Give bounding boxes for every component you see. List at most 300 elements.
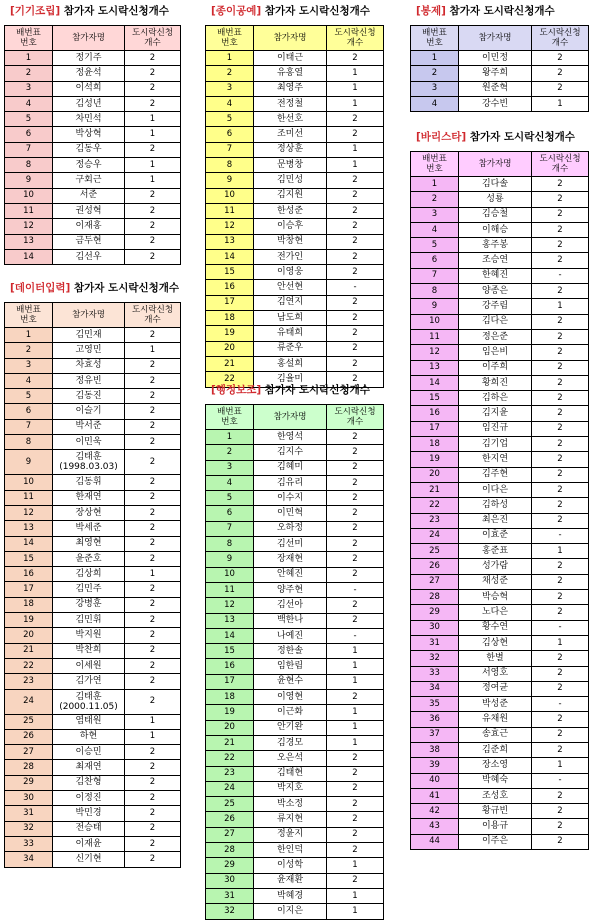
- row-number: 14: [5, 536, 53, 551]
- row-number: 21: [411, 482, 459, 497]
- participant-name: 김찬형: [53, 775, 125, 790]
- table-header-row: [5, 303, 181, 328]
- row-number: 6: [5, 127, 53, 142]
- participant-name: 최재연: [53, 760, 125, 775]
- participant-name: 박지원: [53, 628, 125, 643]
- participant-name: 고영민: [53, 343, 125, 358]
- row-number: 28: [5, 760, 53, 775]
- table-row: [411, 81, 589, 96]
- participant-name: 유홍열: [254, 66, 327, 81]
- participant-name: 김기업: [459, 437, 532, 452]
- table-row: [5, 249, 181, 264]
- lunch-count: 2: [327, 112, 384, 127]
- participant-name: 이민욱: [53, 435, 125, 450]
- participant-name: 하현: [53, 729, 125, 744]
- participant-name: 김지수: [254, 445, 327, 460]
- lunch-count: 2: [125, 597, 181, 612]
- lunch-count: 2: [327, 295, 384, 310]
- table-row: [5, 219, 181, 234]
- participant-name: 임은비: [459, 345, 532, 360]
- lunch-count: -: [327, 280, 384, 295]
- row-number: 22: [206, 751, 254, 766]
- participant-name: 김민성: [254, 173, 327, 188]
- participant-name: 정윤석: [53, 66, 125, 81]
- row-number: 11: [206, 203, 254, 218]
- lunch-count: 2: [125, 188, 181, 203]
- row-number: 1: [5, 328, 53, 343]
- participant-name: 신기현: [53, 852, 125, 867]
- lunch-count: 2: [327, 521, 384, 536]
- table-row: [206, 475, 384, 490]
- row-number: 29: [5, 775, 53, 790]
- row-number: 19: [206, 705, 254, 720]
- participant-name: 백한나: [254, 613, 327, 628]
- lunch-count: 2: [125, 658, 181, 673]
- row-number: 4: [411, 96, 459, 111]
- participant-name: 문병창: [254, 158, 327, 173]
- lunch-count: 2: [125, 373, 181, 388]
- participant-name: 류준우: [254, 341, 327, 356]
- table-row: [206, 644, 384, 659]
- table-row: [411, 345, 589, 360]
- col-header-name: 참가자명: [459, 26, 532, 51]
- table-row: [5, 613, 181, 628]
- participant-name: 정승우: [53, 158, 125, 173]
- section-title-text: 참가자 도시락신청개수: [60, 5, 169, 17]
- lunch-count: 2: [327, 326, 384, 341]
- row-number: 28: [411, 590, 459, 605]
- row-number: 10: [206, 188, 254, 203]
- participant-name: 이슬기: [53, 404, 125, 419]
- row-number: 2: [411, 192, 459, 207]
- participant-table: [4, 302, 181, 868]
- row-number: 17: [206, 295, 254, 310]
- row-number: 20: [411, 467, 459, 482]
- lunch-count: 2: [532, 284, 589, 299]
- row-number: 1: [5, 51, 53, 66]
- table-row: [411, 329, 589, 344]
- lunch-count: 2: [327, 341, 384, 356]
- participant-name: 양종은: [459, 284, 532, 299]
- table-row: [411, 635, 589, 650]
- section-title: [211, 383, 370, 397]
- table-row: [206, 567, 384, 582]
- row-number: 29: [206, 858, 254, 873]
- lunch-count: 2: [532, 788, 589, 803]
- row-number: 7: [5, 142, 53, 157]
- participant-name: 박지호: [254, 781, 327, 796]
- row-number: 4: [5, 373, 53, 388]
- row-number: 12: [206, 598, 254, 613]
- lunch-count: 2: [327, 598, 384, 613]
- row-number: 7: [206, 521, 254, 536]
- participant-name: 한성준: [254, 203, 327, 218]
- table-row: [5, 435, 181, 450]
- table-row: [5, 658, 181, 673]
- table-header-row: [411, 26, 589, 51]
- lunch-count: 2: [125, 51, 181, 66]
- table-row: [206, 735, 384, 750]
- participant-name: 황수연: [459, 620, 532, 635]
- lunch-count: 2: [327, 188, 384, 203]
- lunch-count: 2: [327, 51, 384, 66]
- participant-name: 김혜미: [254, 460, 327, 475]
- section-tag: [기기조립]: [10, 5, 61, 17]
- table-row: [206, 873, 384, 888]
- table-row: [206, 127, 384, 142]
- table-row: [5, 96, 181, 111]
- lunch-count: 1: [327, 66, 384, 81]
- table-row: [5, 66, 181, 81]
- lunch-count: 2: [532, 177, 589, 192]
- row-number: 18: [5, 597, 53, 612]
- row-number: 31: [5, 806, 53, 821]
- lunch-count: 2: [327, 491, 384, 506]
- lunch-count: 2: [327, 249, 384, 264]
- lunch-count: 2: [125, 505, 181, 520]
- participant-table: [4, 25, 181, 265]
- row-number: 9: [5, 450, 53, 475]
- lunch-count: 2: [125, 628, 181, 643]
- table-row: [5, 836, 181, 851]
- table-row: [411, 681, 589, 696]
- lunch-count: -: [532, 268, 589, 283]
- table-row: [5, 567, 181, 582]
- participant-name: 이영현: [254, 690, 327, 705]
- row-number: 3: [206, 460, 254, 475]
- table-row: [5, 821, 181, 836]
- row-number: 25: [206, 797, 254, 812]
- table-row: [206, 203, 384, 218]
- row-number: 20: [5, 628, 53, 643]
- lunch-count: 2: [532, 452, 589, 467]
- table-row: [5, 475, 181, 490]
- row-number: 9: [411, 299, 459, 314]
- table-row: [5, 597, 181, 612]
- table-row: [411, 360, 589, 375]
- lunch-count: 1: [327, 888, 384, 903]
- table-row: [5, 674, 181, 689]
- table-row: [5, 536, 181, 551]
- lunch-count: 1: [327, 720, 384, 735]
- row-number: 42: [411, 804, 459, 819]
- table-row: [411, 391, 589, 406]
- row-number: 14: [411, 375, 459, 390]
- lunch-count: 2: [532, 375, 589, 390]
- table-row: [206, 430, 384, 445]
- participant-name: 장재현: [254, 552, 327, 567]
- participant-name: 김선아: [254, 598, 327, 613]
- table-row: [411, 590, 589, 605]
- participant-table: [410, 151, 589, 850]
- participant-name: 김다은: [459, 314, 532, 329]
- row-number: 13: [5, 521, 53, 536]
- lunch-count: 2: [327, 781, 384, 796]
- row-number: 8: [5, 435, 53, 450]
- row-number: 41: [411, 788, 459, 803]
- lunch-count: 2: [532, 712, 589, 727]
- table-row: [206, 158, 384, 173]
- lunch-count: 1: [327, 858, 384, 873]
- lunch-count: 2: [532, 467, 589, 482]
- participant-name: 김가연: [53, 674, 125, 689]
- section-title: [416, 130, 575, 144]
- participant-name: 유채원: [459, 712, 532, 727]
- participant-name: 장소영: [459, 758, 532, 773]
- table-row: [411, 620, 589, 635]
- row-number: 16: [5, 567, 53, 582]
- lunch-count: 1: [532, 544, 589, 559]
- lunch-count: 2: [125, 775, 181, 790]
- table-row: [206, 766, 384, 781]
- lunch-count: 2: [125, 81, 181, 96]
- table-row: [206, 613, 384, 628]
- lunch-count: 2: [327, 766, 384, 781]
- lunch-count: 2: [125, 475, 181, 490]
- col-header-lunch-count: 도시락신청 개수: [327, 26, 384, 51]
- lunch-count: 2: [327, 173, 384, 188]
- participant-name: 권성혁: [53, 203, 125, 218]
- table-row: [5, 389, 181, 404]
- lunch-count: 2: [327, 265, 384, 280]
- lunch-count: 2: [125, 821, 181, 836]
- participant-name: 김상현: [459, 635, 532, 650]
- lunch-count: 2: [327, 445, 384, 460]
- lunch-count: 1: [125, 112, 181, 127]
- table-row: [411, 284, 589, 299]
- table-row: [206, 234, 384, 249]
- participant-name: 이재홍: [53, 219, 125, 234]
- row-number: 28: [206, 843, 254, 858]
- table-row: [411, 819, 589, 834]
- row-number: 11: [5, 203, 53, 218]
- row-number: 44: [411, 834, 459, 849]
- row-number: 9: [206, 552, 254, 567]
- participant-name: 정여균: [459, 681, 532, 696]
- row-number: 4: [5, 96, 53, 111]
- table-row: [411, 482, 589, 497]
- row-number: 23: [5, 674, 53, 689]
- participant-name: 이정진: [53, 791, 125, 806]
- col-header-lunch-count: 도시락신청 개수: [532, 26, 589, 51]
- table-row: [411, 712, 589, 727]
- participant-name: 김민주: [53, 582, 125, 597]
- table-row: [206, 173, 384, 188]
- table-row: [5, 551, 181, 566]
- row-number: 9: [206, 173, 254, 188]
- table-row: [411, 544, 589, 559]
- lunch-count: 2: [125, 234, 181, 249]
- participant-name: 박승혁: [459, 590, 532, 605]
- table-row: [411, 834, 589, 849]
- lunch-count: 2: [327, 567, 384, 582]
- row-number: 27: [411, 574, 459, 589]
- lunch-count: 2: [532, 51, 589, 66]
- row-number: 11: [5, 490, 53, 505]
- row-number: 32: [411, 651, 459, 666]
- table-row: [5, 643, 181, 658]
- table-row: [206, 81, 384, 96]
- participant-name: 김상희: [53, 567, 125, 582]
- lunch-count: 2: [327, 797, 384, 812]
- table-row: [5, 142, 181, 157]
- section-tag: [데이터입력]: [10, 282, 71, 294]
- row-number: 3: [411, 207, 459, 222]
- lunch-count: 1: [125, 158, 181, 173]
- row-number: 25: [411, 544, 459, 559]
- row-number: 2: [206, 66, 254, 81]
- row-number: 23: [206, 766, 254, 781]
- lunch-count: -: [327, 582, 384, 597]
- row-number: 19: [411, 452, 459, 467]
- lunch-count: 1: [327, 96, 384, 111]
- lunch-count: 2: [532, 834, 589, 849]
- row-number: 17: [206, 674, 254, 689]
- participant-name: 강수빈: [459, 96, 532, 111]
- participant-table: [205, 404, 384, 920]
- table-row: [5, 343, 181, 358]
- lunch-count: 2: [532, 482, 589, 497]
- table-row: [5, 852, 181, 867]
- row-number: 6: [5, 404, 53, 419]
- table-row: [5, 112, 181, 127]
- table-row: [411, 467, 589, 482]
- participant-name: 이민혁: [254, 506, 327, 521]
- lunch-count: 1: [327, 644, 384, 659]
- lunch-count: 2: [125, 203, 181, 218]
- row-number: 27: [206, 827, 254, 842]
- participant-name: 이영웅: [254, 265, 327, 280]
- row-number: 8: [206, 158, 254, 173]
- lunch-count: 2: [125, 760, 181, 775]
- participant-name: 윤준호: [53, 551, 125, 566]
- section-title-text: 참가자 도시락신청개수: [261, 384, 370, 396]
- participant-name: 이용규: [459, 819, 532, 834]
- lunch-count: 2: [327, 311, 384, 326]
- participant-name: 이석희: [53, 81, 125, 96]
- row-number: 5: [411, 238, 459, 253]
- lunch-count: 1: [125, 173, 181, 188]
- row-number: 24: [206, 781, 254, 796]
- lunch-count: 2: [532, 222, 589, 237]
- participant-name: 한지연: [459, 452, 532, 467]
- lunch-count: -: [532, 773, 589, 788]
- lunch-count: 2: [327, 537, 384, 552]
- table-row: [411, 51, 589, 66]
- participant-name: 이해승: [459, 222, 532, 237]
- participant-name: 양주현: [254, 582, 327, 597]
- section-title: [10, 281, 179, 295]
- participant-name: 송효근: [459, 727, 532, 742]
- row-number: 21: [206, 356, 254, 371]
- row-number: 12: [5, 505, 53, 520]
- row-number: 8: [411, 284, 459, 299]
- table-row: [206, 249, 384, 264]
- row-number: 33: [411, 666, 459, 681]
- col-header-lunch-count: 도시락신청 개수: [532, 152, 589, 177]
- participant-name: 성가람: [459, 559, 532, 574]
- participant-name: 류지현: [254, 812, 327, 827]
- lunch-count: 1: [532, 758, 589, 773]
- lunch-count: 2: [125, 613, 181, 628]
- row-number: 36: [411, 712, 459, 727]
- participant-name: 한재연: [53, 490, 125, 505]
- participant-name: 전가인: [254, 249, 327, 264]
- lunch-count: 2: [532, 207, 589, 222]
- participant-name: 김태훈 (1998.03.03): [53, 450, 125, 475]
- row-number: 8: [206, 537, 254, 552]
- row-number: 14: [206, 628, 254, 643]
- lunch-count: 2: [532, 192, 589, 207]
- participant-name: 김다솔: [459, 177, 532, 192]
- section-title: [211, 4, 370, 18]
- table-row: [411, 314, 589, 329]
- row-number: 6: [411, 253, 459, 268]
- table-row: [411, 513, 589, 528]
- participant-name: 김지원: [254, 188, 327, 203]
- lunch-count: 2: [327, 356, 384, 371]
- participant-name: 최은진: [459, 513, 532, 528]
- col-header-number: 배번표 번호: [206, 26, 254, 51]
- table-row: [5, 760, 181, 775]
- row-number: 29: [411, 605, 459, 620]
- participant-name: 박혜숙: [459, 773, 532, 788]
- participant-name: 한혜진: [459, 268, 532, 283]
- table-row: [5, 714, 181, 729]
- participant-name: 김하성: [459, 498, 532, 513]
- table-row: [206, 188, 384, 203]
- participant-name: 정상훈: [254, 142, 327, 157]
- table-row: [5, 745, 181, 760]
- row-number: 17: [5, 582, 53, 597]
- row-number: 12: [5, 219, 53, 234]
- lunch-count: 2: [327, 873, 384, 888]
- lunch-count: 2: [327, 613, 384, 628]
- row-number: 16: [206, 659, 254, 674]
- col-header-name: 참가자명: [53, 26, 125, 51]
- lunch-count: 2: [125, 551, 181, 566]
- participant-name: 차민석: [53, 112, 125, 127]
- lunch-count: 2: [327, 506, 384, 521]
- col-header-number: 배번표 번호: [5, 26, 53, 51]
- row-number: 13: [5, 234, 53, 249]
- lunch-count: 1: [327, 705, 384, 720]
- col-header-name: 참가자명: [254, 405, 327, 430]
- lunch-count: 2: [532, 681, 589, 696]
- lunch-count: 2: [532, 666, 589, 681]
- table-row: [411, 574, 589, 589]
- lunch-count: 2: [532, 651, 589, 666]
- row-number: 9: [5, 173, 53, 188]
- row-number: 14: [206, 249, 254, 264]
- table-row: [206, 659, 384, 674]
- table-row: [206, 280, 384, 295]
- row-number: 26: [411, 559, 459, 574]
- lunch-count: 2: [327, 690, 384, 705]
- participant-name: 김하은: [459, 391, 532, 406]
- row-number: 6: [206, 506, 254, 521]
- table-row: [206, 781, 384, 796]
- row-number: 2: [411, 66, 459, 81]
- section-tag: [종이공예]: [211, 5, 262, 17]
- participant-name: 서준: [53, 188, 125, 203]
- lunch-count: 2: [327, 843, 384, 858]
- participant-name: 김지윤: [459, 406, 532, 421]
- lunch-count: 2: [327, 812, 384, 827]
- col-header-name: 참가자명: [53, 303, 125, 328]
- lunch-count: 2: [125, 521, 181, 536]
- row-number: 1: [206, 430, 254, 445]
